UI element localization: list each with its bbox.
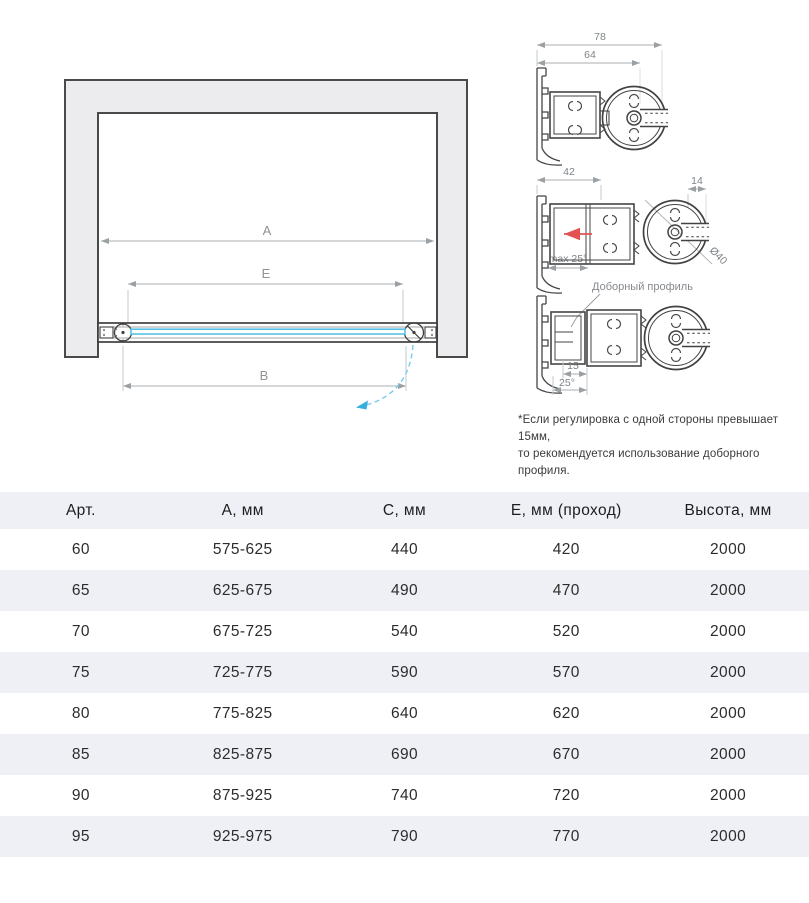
table-cell: 640 xyxy=(390,704,419,722)
table-cell: 2000 xyxy=(710,827,747,845)
footnote xyxy=(518,412,808,480)
table-cell: 2000 xyxy=(710,663,747,681)
table-header-a: А, мм xyxy=(221,501,264,519)
table-row xyxy=(0,611,809,652)
table-row xyxy=(0,816,809,857)
wall-outline xyxy=(65,80,467,357)
table-cell: 775-825 xyxy=(212,704,273,722)
table-cell: 925-975 xyxy=(212,827,273,845)
table-cell: 95 xyxy=(71,827,90,845)
footnote-line1: *Если регулировка с одной стороны превышает 15мм, xyxy=(518,414,779,443)
table-header-art: Арт. xyxy=(65,501,96,519)
dim-d40-label: Ø40 xyxy=(706,244,730,268)
table-header-e: Е, мм (проход) xyxy=(510,501,622,519)
dim-64-label: 64 xyxy=(584,49,596,61)
table-cell: 2000 xyxy=(710,540,747,558)
table-cell: 575-625 xyxy=(212,540,273,558)
table-cell: 2000 xyxy=(710,622,747,640)
table-cell: 570 xyxy=(552,663,580,681)
table-cell: 2000 xyxy=(710,704,747,722)
table-cell: 2000 xyxy=(710,581,747,599)
glass-panel xyxy=(131,329,405,334)
table-row xyxy=(0,775,809,816)
table-cell: 490 xyxy=(390,581,419,599)
table-cell: 720 xyxy=(552,786,580,804)
dim-25deg-label: 25° xyxy=(559,377,575,389)
extension-profile-label: Доборный профиль xyxy=(592,281,693,293)
table-cell: 725-775 xyxy=(212,663,273,681)
dim-14-label: 14 xyxy=(691,175,703,187)
table-row xyxy=(0,652,809,693)
table-header-row xyxy=(0,492,809,529)
roller-profile-middle xyxy=(644,201,711,264)
table-cell: 590 xyxy=(390,663,419,681)
door-swing-arc xyxy=(356,345,413,410)
table-cell: 625-675 xyxy=(212,581,273,599)
table-cell: 70 xyxy=(71,622,90,640)
table-row xyxy=(0,570,809,611)
table-cell: 90 xyxy=(71,786,90,804)
footnote-line2: то рекомендуется использование доборного профиля. xyxy=(518,448,760,477)
table-cell: 740 xyxy=(390,786,419,804)
table-cell: 675-725 xyxy=(212,622,273,640)
dim-max25-label: max 25° xyxy=(548,253,588,265)
table-cell: 520 xyxy=(552,622,580,640)
plan-view xyxy=(65,80,467,410)
dim-b-label: B xyxy=(259,368,269,383)
dim-78-label: 78 xyxy=(594,31,606,43)
table-header-height: Высота, мм xyxy=(684,501,772,519)
table-cell: 440 xyxy=(390,540,419,558)
table-cell: 2000 xyxy=(710,786,747,804)
table-cell: 80 xyxy=(71,704,90,722)
table-row xyxy=(0,529,809,570)
dim-42-label: 42 xyxy=(563,166,575,178)
table-cell: 420 xyxy=(552,540,580,558)
table-cell: 540 xyxy=(390,622,419,640)
extension-profile xyxy=(551,312,585,364)
table-cell: 770 xyxy=(552,827,580,845)
roller-profile-bottom xyxy=(645,307,712,370)
dim-e xyxy=(128,284,403,324)
box-profile-top xyxy=(550,92,609,138)
table-row xyxy=(0,693,809,734)
table-cell: 670 xyxy=(552,745,580,763)
box-profile-bottom xyxy=(587,310,646,366)
profile-section-bottom xyxy=(537,281,711,395)
dim-a-label: A xyxy=(262,223,272,238)
table-cell: 620 xyxy=(552,704,580,722)
roller-profile-top xyxy=(603,87,670,150)
table-cell: 470 xyxy=(552,581,580,599)
profile-section-middle xyxy=(537,166,729,293)
table-cell: 790 xyxy=(390,827,419,845)
table-cell: 65 xyxy=(71,581,90,599)
table-cell: 2000 xyxy=(710,745,747,763)
table-cell: 75 xyxy=(71,663,90,681)
table-header-c: С, мм xyxy=(382,501,427,519)
spec-table xyxy=(0,492,809,857)
dim-15-label: 15 xyxy=(567,360,579,372)
table-cell: 690 xyxy=(390,745,419,763)
table-cell: 85 xyxy=(71,745,90,763)
table-cell: 875-925 xyxy=(212,786,273,804)
table-cell: 825-875 xyxy=(212,745,273,763)
table-cell: 60 xyxy=(71,540,90,558)
dim-e-label: E xyxy=(261,266,271,281)
profile-section-top xyxy=(537,31,669,165)
swing-arrowhead-icon xyxy=(356,401,368,410)
table-row xyxy=(0,734,809,775)
